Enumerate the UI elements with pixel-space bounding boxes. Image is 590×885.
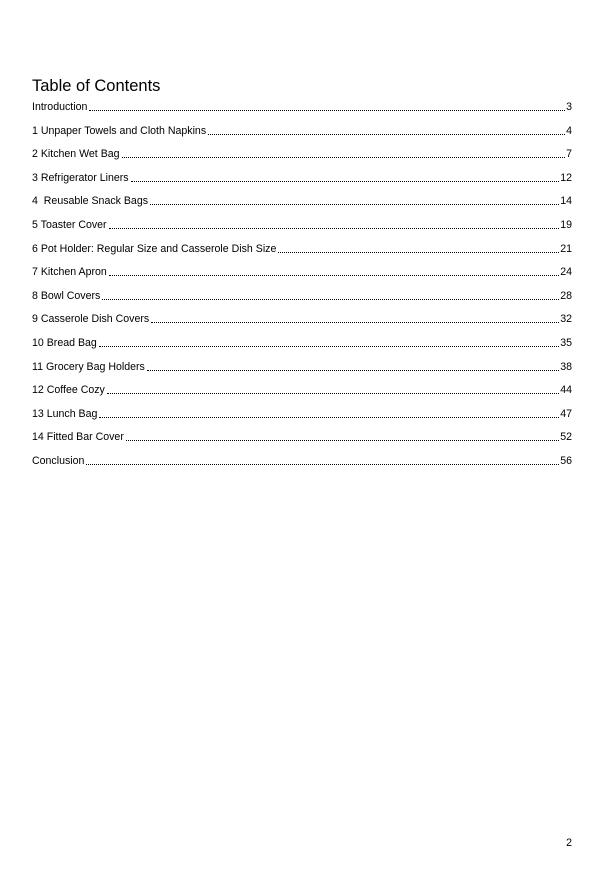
toc-entry-label: Introduction	[32, 101, 88, 113]
toc-entry-label: 5 Toaster Cover	[32, 218, 107, 231]
toc-entry-conclusion[interactable]	[32, 444, 572, 468]
toc-entry-chapter-3[interactable]	[32, 161, 572, 185]
toc-dot-leader	[131, 181, 560, 182]
page-number: 2	[566, 837, 572, 849]
toc-entry-label: Conclusion	[32, 454, 85, 467]
toc-entry-page: 38	[560, 360, 572, 373]
toc-entry-chapter-11[interactable]	[32, 350, 572, 374]
toc-entry-label: 8 Bowl Covers	[32, 289, 101, 302]
toc-entry-page: 19	[560, 218, 572, 231]
toc-entry-chapter-2[interactable]	[32, 138, 572, 162]
toc-dot-leader	[150, 204, 559, 205]
toc-entry-chapter-10[interactable]	[32, 326, 572, 350]
toc-entry-chapter-7[interactable]	[32, 256, 572, 280]
toc-entry-page: 24	[560, 266, 572, 279]
toc-entry-label: 4 Reusable Snack Bags	[32, 195, 149, 208]
toc-entry-chapter-12[interactable]	[32, 374, 572, 398]
toc-entry-page: 32	[560, 313, 572, 326]
toc-dot-leader	[89, 110, 565, 111]
toc-entry-label: 3 Refrigerator Liners	[32, 171, 129, 184]
toc-entry-page: 35	[560, 336, 572, 349]
toc-entry-label: 6 Pot Holder: Regular Size and Casserole Dish Size	[32, 242, 277, 255]
toc-entry-chapter-13[interactable]	[32, 397, 572, 421]
toc-entry-chapter-9[interactable]	[32, 303, 572, 327]
toc-dot-leader	[107, 393, 559, 394]
toc-dot-leader	[99, 346, 559, 347]
toc-entry-introduction[interactable]	[32, 98, 572, 114]
toc-entry-label: 11 Grocery Bag Holders	[32, 360, 145, 373]
toc-dot-leader	[109, 228, 560, 229]
toc-entry-chapter-1[interactable]	[32, 114, 572, 138]
toc-title: Table of Contents	[32, 77, 161, 95]
toc-entry-label: 13 Lunch Bag	[32, 407, 98, 420]
toc-dot-leader	[126, 440, 559, 441]
toc-entry-page: 4	[566, 124, 572, 137]
toc-entry-page: 12	[560, 171, 572, 184]
toc-entry-page: 28	[560, 289, 572, 302]
toc-entry-chapter-6[interactable]	[32, 232, 572, 256]
toc-entry-label: 14 Fitted Bar Cover	[32, 431, 124, 444]
toc-entry-label: 1 Unpaper Towels and Cloth Napkins	[32, 124, 207, 137]
toc-dot-leader	[86, 464, 559, 465]
toc-entry-page: 52	[560, 431, 572, 444]
toc-entry-page: 3	[566, 101, 572, 113]
toc-dot-leader	[102, 299, 559, 300]
toc-dot-leader	[151, 322, 559, 323]
toc-entry-chapter-14[interactable]	[32, 421, 572, 445]
toc-entry-label: 2 Kitchen Wet Bag	[32, 148, 120, 161]
toc-entry-page: 14	[560, 195, 572, 208]
toc-dot-leader	[208, 134, 565, 135]
toc-dot-leader	[109, 275, 559, 276]
toc-entry-page: 47	[560, 407, 572, 420]
toc-entry-chapter-4[interactable]	[32, 185, 572, 209]
toc-entry-page: 44	[560, 384, 572, 397]
toc-entry-label: 10 Bread Bag	[32, 336, 97, 349]
toc-entry-chapter-8[interactable]	[32, 279, 572, 303]
toc-dot-leader	[122, 157, 566, 158]
toc-entry-chapter-5[interactable]	[32, 208, 572, 232]
toc-entry-label: 9 Casserole Dish Covers	[32, 313, 150, 326]
toc-entry-page: 56	[560, 454, 572, 467]
toc-entry-label: 7 Kitchen Apron	[32, 266, 107, 279]
toc-entry-page: 21	[560, 242, 572, 255]
toc-list	[32, 98, 572, 468]
toc-dot-leader	[278, 252, 559, 253]
toc-entry-page: 7	[566, 148, 572, 161]
toc-entry-label: 12 Coffee Cozy	[32, 384, 105, 397]
toc-dot-leader	[99, 417, 559, 418]
toc-dot-leader	[147, 370, 559, 371]
